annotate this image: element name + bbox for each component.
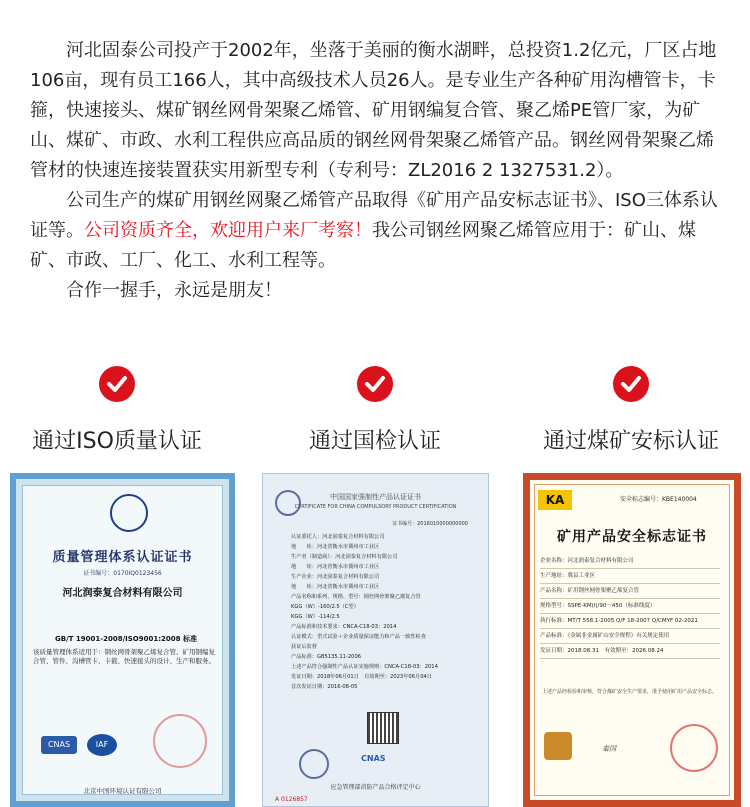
ccc-cert-number: 证书编号：2016010000000000: [392, 521, 468, 527]
intro-para1: 河北固泰公司投产于2002年，坐落于美丽的衡水湖畔，总投资1.2亿元，厂区占地106亩，现有员工166人，其中高级技术人员26人。是专业生产各种矿用沟槽管卡，卡箍，快速接头、煤矿钢丝网骨架聚乙烯管、矿用钢编复合管、聚乙烯PE管厂家，为矿山、煤矿、市政、水利工程供应高品质的钢丝网骨架聚乙烯管产品。钢丝网骨架聚乙烯管材的快速连接装置获实用新型专利（专利号：ZL2016 2 1327531.2）。: [30, 40, 717, 181]
intro-para2-highlight: 公司资质齐全，欢迎用户来厂考察！: [84, 220, 372, 241]
ka-row: 产品名称：矿用钢丝网骨架聚乙烯复合管: [540, 584, 720, 599]
ka-cert-note: 上述产品经检验和审核，符合煤矿安全生产要求，准予使用矿用产品安全标志。: [542, 689, 718, 695]
intro-paragraph-2: [30, 186, 720, 276]
ccc-cnas-logo: CNAS: [361, 754, 386, 763]
check-icon: [613, 366, 649, 402]
intro-text: [30, 36, 720, 306]
iso-cert-company: 河北润泰复合材料有限公司: [62, 588, 183, 599]
intro-para3: 合作一握手，永远是朋友！: [66, 280, 282, 301]
iso-certificate: [10, 473, 235, 807]
ccc-line: 生产企业：河北固泰复合材料有限公司: [291, 574, 380, 580]
badge-iso: [2, 366, 232, 455]
ccc-line: 认证委托人：河北固泰复合材料有限公司: [291, 534, 385, 540]
iso-cert-title: 质量管理体系认证证书: [52, 550, 193, 565]
ccc-line: 首次发证日期：2016-08-05: [291, 684, 358, 690]
mine-emblem-icon: [544, 732, 572, 760]
ka-logo: KA: [538, 490, 572, 510]
check-icon: [357, 366, 393, 402]
intro-para2-after: 我公司钢丝网聚乙烯管应用于：矿山、煤矿、市政、工厂、化工、水利工程等。: [30, 220, 696, 271]
ccc-cert-lines: [291, 532, 466, 692]
ccc-line: KGG（W）-114/2.5: [291, 614, 340, 620]
iaf-logo: IAF: [87, 734, 117, 756]
ccc-line: 上述产品符合强制性产品认证实施规则：CNCA-C18-03：2014: [291, 664, 438, 670]
certificates: [0, 473, 750, 807]
ccc-line: 产品标准：GB5135.11-2006: [291, 654, 362, 660]
iso-certificate-body: [22, 485, 223, 795]
emblem-icon: [110, 494, 148, 532]
badge-national: [260, 366, 490, 455]
ccc-line: 地 址：河北省衡水市冀州市工业区: [291, 544, 380, 550]
cnas-logo: CNAS: [41, 736, 77, 754]
iso-cert-standard: GB/T 19001-2008/ISO9001:2008 标准: [55, 635, 197, 643]
ccc-line: KGG（W）-160/2.5（C型）: [291, 604, 359, 610]
badge-label: 通过ISO质量认证: [32, 429, 202, 454]
ka-row: 产品标准：《金属非金属矿山安全规程》有关规定使用: [540, 629, 720, 644]
ccc-header-en: CERTIFICATE FOR CHINA COMPULSORY PRODUCT CERTIFICATION: [294, 504, 457, 510]
stamp-icon: [670, 724, 718, 772]
intro-para2-before: 公司生产的煤矿用钢丝网聚乙烯管产品取得《矿用产品安标志证书》、ISO三体系认证等。: [30, 190, 718, 241]
ka-cert-title: 矿用产品安全标志证书: [557, 529, 707, 545]
iso-cert-issuer: 北京中国环境认证有限公司: [83, 787, 162, 795]
badge-label: 通过煤矿安标认证: [542, 429, 719, 454]
intro-paragraph-3: [30, 276, 720, 306]
badge-label: 通过国检认证: [308, 429, 441, 454]
seal-icon: [299, 749, 329, 779]
ccc-certificate: [262, 473, 489, 807]
ccc-line: 认证模式：型式试验＋企业质量保证能力和产品一致性检查: [291, 634, 426, 640]
ccc-line: 发证日期：2018年06月01日 有效期至：2023年06月04日: [291, 674, 432, 680]
intro-paragraph-1: [30, 36, 720, 186]
ka-cert-rows: [540, 554, 720, 659]
ccc-line: 地 址：河北省衡水市冀州市工业区: [291, 584, 380, 590]
iso-cert-scope: 该质量管理体系适用于：钢丝网骨架聚乙烯复合管、矿用钢编复合管、管件、沟槽管卡、卡箍、快速接头的设计、生产和服务。: [33, 648, 215, 665]
ka-row: 企业名称：河北润泰复合材料有限公司: [540, 554, 720, 569]
ccc-line: 产品名称和系列、规格、型号：钢丝网骨架聚乙烯复合管: [291, 594, 421, 600]
ccc-header-cn: 中国国家强制性产品认证证书: [330, 493, 421, 501]
certification-badges: [0, 366, 750, 461]
ccc-line: 获证后监督: [291, 644, 317, 650]
ka-row: 生产地址：冀县工业区: [540, 569, 720, 584]
ka-row: 执行标准：MT/T 558.1-2005 Q/F 18-2007 Q/CMYF 02-2021: [540, 614, 720, 629]
iso-cert-regno: 证书编号：0170IQ0123456: [83, 570, 162, 577]
qr-code-icon: [367, 712, 399, 744]
ka-row: 发证日期：2018.08.31 有效期至：2026.08.24: [540, 644, 720, 659]
ccc-line: 地 址：河北省衡水市冀州市工业区: [291, 564, 380, 570]
ccc-issuer: 应急管理部消防产品合格评定中心: [330, 784, 421, 791]
stamp-icon: [153, 714, 207, 768]
ccc-serial: A 0126857: [275, 796, 308, 803]
ccc-line: 生产者（制造商）：河北固泰复合材料有限公司: [291, 554, 398, 560]
signature: 秦国: [602, 745, 616, 753]
ccc-line: 产品标准和技术要求：CNCA-C18-03：2014: [291, 624, 397, 630]
check-icon: [99, 366, 135, 402]
ka-certificate: [523, 473, 741, 807]
ka-row: 规格型号：SSPE-KM(Ⅰ)/90～450（标准线度）: [540, 599, 720, 614]
badge-mine-safety: [516, 366, 746, 455]
ka-cert-number: 安全标志编号：KBE140004: [620, 496, 697, 503]
